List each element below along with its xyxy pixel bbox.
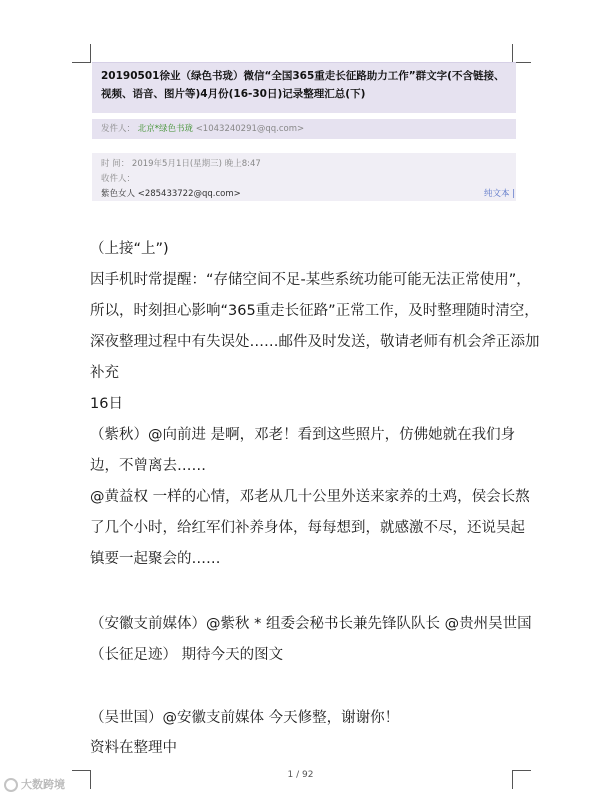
subject-line-2: 视频、语音、图片等)4月份(16-30日)记录整理汇总(下) (101, 88, 366, 100)
time-row (101, 157, 261, 169)
sender-label: 发件人： (101, 124, 136, 134)
plain-text-link[interactable]: 纯文本 | (484, 189, 516, 199)
watermark (4, 776, 65, 792)
watermark-logo-icon (4, 778, 18, 792)
body-line: （长征足迹） 期待今天的图文 (90, 647, 284, 663)
body-line: 补充 (90, 365, 119, 381)
watermark-text: 大数跨境 (21, 778, 65, 791)
email-subject (101, 67, 513, 103)
recipient-value: 紫色女人 <285433722@qq.com> (101, 189, 241, 199)
sender-email: <1043240291@qq.com> (195, 124, 305, 134)
body-line: 因手机时常提醒：“存储空间不足-某些系统功能可能无法正常使用”， (90, 272, 531, 288)
body-line: 深夜整理过程中有失误处……邮件及时发送，敬请老师有机会斧正添加 (90, 334, 540, 350)
body-line: @黄益权 一样的心情，邓老从几十公里外送来家养的土鸡，侯会长熬 (90, 489, 530, 505)
crop-mark-top-right (512, 44, 531, 63)
body-line: 资料在整理中 (90, 740, 177, 756)
body-line: （紫秋）@向前进 是啊，邓老！看到这些照片，仿佛她就在我们身 (90, 427, 516, 443)
body-line: 了几个小时，给红军们补养身体，每每想到，就感激不尽，还说吴起 (90, 520, 525, 536)
time-label: 时 间： (101, 159, 130, 169)
body-line: 所以，时刻担心影响“365重走长征路”正常工作，及时整理随时清空， (90, 303, 539, 319)
subject-line-1: 20190501徐业（绿色书珑）微信“全国365重走长征路助力工作”群文字(不含链接、 (101, 70, 505, 82)
body-line: 16日 (90, 396, 123, 412)
recipient-label: 收件人： (101, 174, 136, 184)
body-line: （安徽支前媒体）@紫秋 * 组委会秘书长兼先锋队队长 @贵州吴世国 (90, 616, 532, 632)
page-indicator: 1 / 92 (287, 770, 314, 780)
sender-name-link[interactable]: 北京*绿色书珑 (137, 124, 193, 134)
body-line: 镇要一起聚会的…… (90, 551, 221, 567)
body-line: 边，不曾离去…… (90, 458, 206, 474)
time-value: 2019年5月1日(星期三) 晚上8:47 (131, 159, 261, 169)
body-line: （上接“上”) (90, 241, 169, 257)
body-line: （吴世国）@安徽支前媒体 今天修整，谢谢你！ (90, 710, 400, 726)
crop-mark-top-left (72, 44, 91, 63)
sender-row (101, 122, 304, 134)
